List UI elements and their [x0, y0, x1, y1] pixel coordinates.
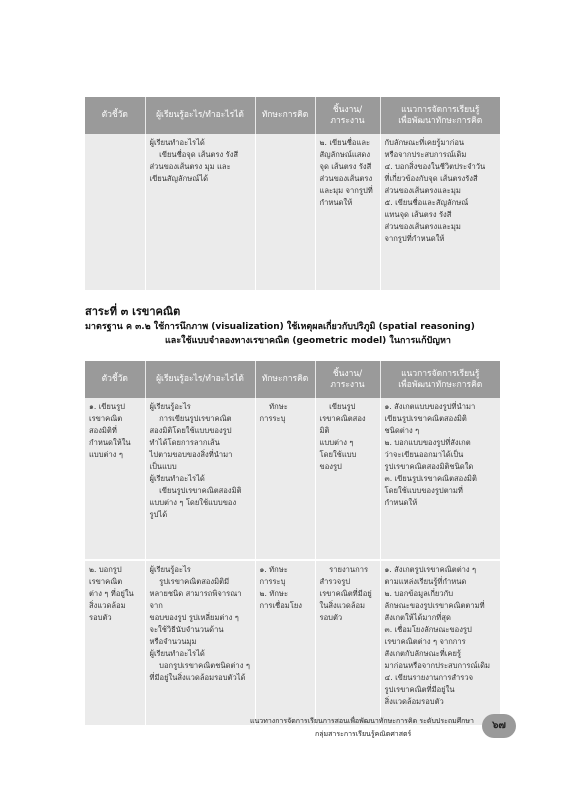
- table-row: [85, 134, 500, 291]
- cell-thinking-skill: ๑. ทักษะ การระบุ ๒. ทักษะ การเชื่อมโยง: [255, 560, 315, 726]
- header-thinking-skill: ทักษะการคิด: [255, 97, 315, 134]
- table-header-row: [85, 361, 500, 398]
- cell-indicator: [85, 134, 145, 291]
- cell-learning: ผู้เรียนรู้อะไร รูปเรขาคณิตสองมิติมี หลายชนิด สามารถพิจารณาจาก ขอบของรูป รูปเหลี่ยมต่าง ๆ จะใช้วิธีนับจำนวนด้าน หรือจำนวนมุม ผู้เรียนทำอะไรได้ บอกรูปเรขาคณิตชนิดต่าง ๆ ที่มีอยู่ในสิ่งแวดล้อมรอบตัวได้: [145, 560, 255, 726]
- cell-approach: กับลักษณะที่เคยรู้มาก่อน หรือจากประสบการณ์เดิม ๔. บอกสิ่งของในชีวิตประจำวัน ที่เกี่ยวข้องกับจุด เส้นตรงรังสี ส่วนของเส้นตรงและมุม ๕. เขียนชื่อและสัญลักษณ์ แทนจุด เส้นตรง รังสี ส่วนของเส้นตรงและมุม จากรูปที่กำหนดให้: [380, 134, 500, 291]
- cell-learning: ผู้เรียนรู้อะไร การเขียนรูปเรขาคณิต สองมิติโดยใช้แบบของรูป ทำได้โดยการลากเส้น ไปตามขอบของสิ่งที่นำมา เป็นแบบ ผู้เรียนทำอะไรได้ เขียนรูปเรขาคณิตสองมิติ แบบต่าง ๆ โดยใช้แบบของ รูปได้: [145, 398, 255, 560]
- standard-line-1: มาตรฐาน ค ๓.๒ ใช้การนึกภาพ (visualization) ใช้เหตุผลเกี่ยวกับปริภูมิ (spatial reasoning): [85, 322, 475, 332]
- assessment-table-2: [85, 361, 500, 727]
- cell-task: ๒. เขียนชื่อและ สัญลักษณ์แสดง จุด เส้นตรง รังสี ส่วนของเส้นตรง และมุม จากรูปที่ กำหนดให้: [315, 134, 380, 291]
- table-header-row: [85, 97, 500, 134]
- header-approach: แนวการจัดการเรียนรู้ เพื่อพัฒนาทักษะการคิด: [380, 97, 500, 134]
- cell-task: เขียนรูป เรขาคณิตสองมิติ แบบต่าง ๆ โดยใช้แบบ ของรูป: [315, 398, 380, 560]
- header-indicator: ตัวชี้วัด: [85, 361, 145, 398]
- assessment-table-1: [85, 97, 500, 292]
- footer-book-title: แนวทางการจัดการเรียนการสอนเพื่อพัฒนาทักษะการคิด ระดับประถมศึกษา: [250, 717, 474, 725]
- cell-approach: ๑. สังเกตรูปเรขาคณิตต่าง ๆ ตามแหล่งเรียนรู้ที่กำหนด ๒. บอกข้อมูลเกี่ยวกับ ลักษณะของรูปเรขาคณิตตามที่ สังเกตให้ได้มากที่สุด ๓. เชื่อมโยงลักษณะของรูป เรขาคณิตต่าง ๆ จากการ สังเกตกับลักษณะที่เคยรู้ มาก่อนหรือจากประสบการณ์เดิม ๔. เขียนรายงานการสำรวจ รูปเรขาคณิตที่มีอยู่ใน สิ่งแวดล้อมรอบตัว: [380, 560, 500, 726]
- header-approach: แนวการจัดการเรียนรู้ เพื่อพัฒนาทักษะการคิด: [380, 361, 500, 398]
- cell-approach: ๑. สังเกตแบบของรูปที่นำมา เขียนรูปเรขาคณิตสองมิติ ชนิดต่าง ๆ ๒. บอกแบบของรูปที่สังเกต ว่าจะเขียนออกมาได้เป็น รูปเรขาคณิตสองมิติชนิดใด ๓. เขียนรูปเรขาคณิตสองมิติ โดยใช้แบบของรูปตามที่ กำหนดให้: [380, 398, 500, 560]
- section-title: สาระที่ ๓ เรขาคณิต: [85, 305, 181, 318]
- cell-indicator: ๑. เขียนรูป เรขาคณิต สองมิติที่ กำหนดให้ใน แบบต่าง ๆ: [85, 398, 145, 560]
- standard-text: [85, 320, 505, 349]
- header-learning: ผู้เรียนรู้อะไร/ทำอะไรได้: [145, 97, 255, 134]
- cell-learning: ผู้เรียนทำอะไรได้ เขียนชื่อจุด เส้นตรง รังสี ส่วนของเส้นตรง มุม และ เขียนสัญลักษณ์ได้: [145, 134, 255, 291]
- page-number: ๖๗: [482, 714, 516, 738]
- cell-thinking-skill: [255, 134, 315, 291]
- header-learning: ผู้เรียนรู้อะไร/ทำอะไรได้: [145, 361, 255, 398]
- cell-task: รายงานการ สำรวจรูป เรขาคณิตที่มีอยู่ ในสิ่งแวดล้อม รอบตัว: [315, 560, 380, 726]
- table-row: [85, 560, 500, 726]
- header-indicator: ตัวชี้วัด: [85, 97, 145, 134]
- header-thinking-skill: ทักษะการคิด: [255, 361, 315, 398]
- header-task: ชิ้นงาน/ ภาระงาน: [315, 361, 380, 398]
- footer-subject: กลุ่มสาระการเรียนรู้คณิตศาสตร์: [315, 730, 412, 738]
- table-row: [85, 398, 500, 560]
- cell-indicator: ๒. บอกรูป เรขาคณิต ต่าง ๆ ที่อยู่ใน สิ่งแวดล้อม รอบตัว: [85, 560, 145, 726]
- header-task: ชิ้นงาน/ ภาระงาน: [315, 97, 380, 134]
- standard-line-2: และใช้แบบจำลองทางเรขาคณิต (geometric model) ในการแก้ปัญหา: [165, 336, 451, 347]
- cell-thinking-skill: ทักษะ การระบุ: [255, 398, 315, 560]
